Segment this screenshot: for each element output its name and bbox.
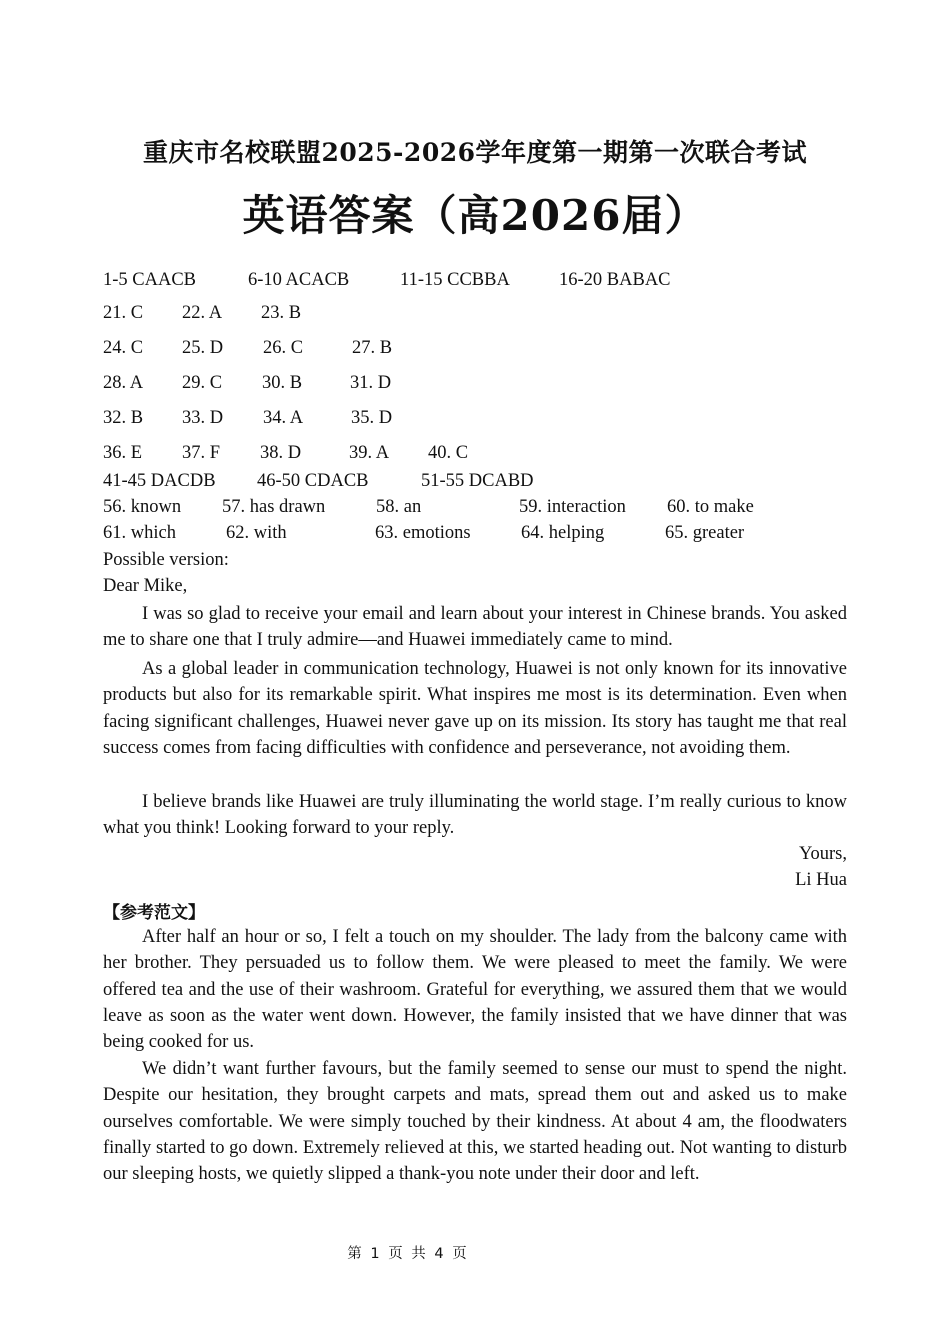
answer-item: 40. C (428, 443, 469, 463)
answer-item: 28. A (103, 373, 144, 393)
answer-item: 38. D (260, 443, 302, 463)
answer-item: 63. emotions (375, 523, 471, 543)
answer-group: 16-20 BABAC (559, 270, 671, 290)
answer-item: 31. D (350, 373, 392, 393)
answer-group: 41-45 DACDB (103, 471, 216, 491)
answer-item: 23. B (261, 303, 302, 323)
page-number: 第 1 页 共 4 页 (347, 1246, 469, 1262)
answer-item: 64. helping (521, 523, 605, 543)
exam-title: 重庆市名校联盟2025-2026学年度第一期第一次联合考试 (142, 138, 808, 167)
answer-item: 36. E (103, 443, 143, 463)
answer-item: 65. greater (665, 523, 745, 543)
answer-item: 34. A (263, 408, 304, 428)
answer-item: 21. C (103, 303, 144, 323)
letter-greeting: Dear Mike, (103, 576, 188, 596)
answer-item: 62. with (226, 523, 287, 543)
answer-group: 46-50 CDACB (257, 471, 369, 491)
answer-item: 30. B (262, 373, 303, 393)
essay-paragraph: We didn’t want further favours, but the family seemed to sense our must to spend the night. Despite our hesitation, they brought carpets and mats, spread them out and asked us to make ourselves comfortable. We were simply touched by their kindness. At about 4 am, the floodwaters finally started to go down. Extremely relieved at this, we started heading out. Not wanting to disturb our sleeping hosts, we quietly slipped a thank-you note under their door and left. (103, 1059, 847, 1185)
essay-paragraph: After half an hour or so, I felt a touch on my shoulder. The lady from the balcony came with her brother. They persuaded us to follow them. We were pleased to meet the family. We were offered tea and the use of their washroom. Grateful for everything, we assured them that we would leave as soon as the water went down. However, the family insisted that we have dinner that was being cooked for us. (103, 927, 847, 1053)
answer-item: 33. D (182, 408, 224, 428)
answer-group: 1-5 CAACB (103, 270, 197, 290)
answer-item: 58. an (376, 497, 422, 517)
answer-item: 22. A (182, 303, 223, 323)
answer-item: 32. B (103, 408, 144, 428)
letter-signature: Li Hua (795, 870, 847, 890)
reference-essay-heading: 【参考范文】 (103, 903, 205, 923)
letter-paragraph: I believe brands like Huawei are truly illuminating the world stage. I’m really curious to know what you think! Looking forward to your reply. (103, 792, 847, 839)
answer-item: 57. has drawn (222, 497, 326, 517)
answer-item: 61. which (103, 523, 176, 543)
answer-item: 37. F (182, 443, 221, 463)
answer-item: 24. C (103, 338, 144, 358)
answer-group: 51-55 DCABD (421, 471, 534, 491)
answer-item: 56. known (103, 497, 182, 517)
answer-item: 39. A (349, 443, 390, 463)
letter-closing: Yours, (799, 844, 847, 864)
answer-item: 59. interaction (519, 497, 626, 517)
letter-paragraph: As a global leader in communication technology, Huawei is not only known for its innovative products but also for its remarkable spirit. What inspires me most is its determination. Even when facing significant challenges, Huawei never gave up on its mission. Its story has taught me that real success comes from facing difficulties with confidence and perseverance, not avoiding them. (103, 659, 847, 758)
possible-version-label: Possible version: (103, 550, 229, 570)
answer-item: 25. D (182, 338, 224, 358)
answer-title: 英语答案（高2026届） (242, 191, 708, 240)
letter-paragraph: I was so glad to receive your email and learn about your interest in Chinese brands. You asked me to share one that I truly admire—and Huawei immediately came to mind. (103, 604, 847, 651)
answer-group: 6-10 ACACB (248, 270, 350, 290)
answer-item: 60. to make (667, 497, 754, 517)
answer-item: 35. D (351, 408, 393, 428)
answer-item: 26. C (263, 338, 304, 358)
answer-group: 11-15 CCBBA (400, 270, 510, 290)
answer-item: 29. C (182, 373, 223, 393)
answer-item: 27. B (352, 338, 393, 358)
